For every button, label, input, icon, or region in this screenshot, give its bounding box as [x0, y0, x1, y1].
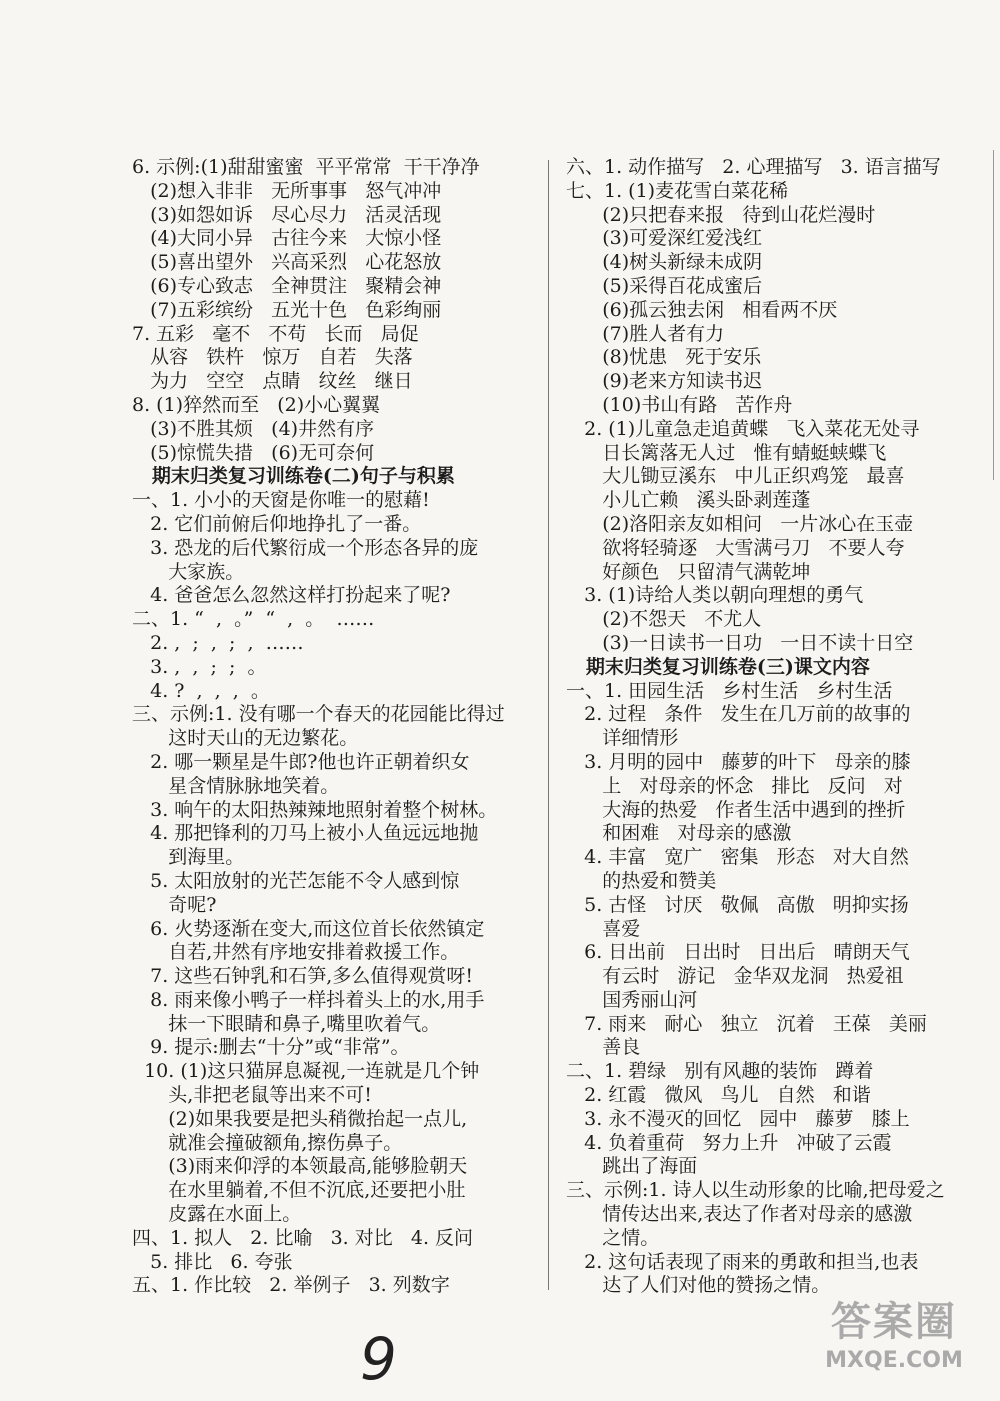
answer-line: 4. 负着重荷 努力上升 冲破了云霞 — [566, 1131, 892, 1154]
answer-line: (5)喜出望外 兴高采烈 心花怒放 — [132, 251, 442, 274]
answer-line: (2)只把春来报 待到山花烂漫时 — [566, 203, 876, 226]
answer-line: 上 对母亲的怀念 排比 反问 对 — [566, 774, 903, 797]
answer-line: 4. 丰富 宽广 密集 形态 对大自然 — [566, 846, 909, 869]
column-divider — [548, 160, 549, 1290]
answer-line: (6)专心致志 全神贯注 聚精会神 — [132, 274, 442, 297]
answer-line: 2. 红霞 微风 鸟儿 自然 和谐 — [566, 1084, 871, 1107]
answer-line: 到海里。 — [132, 846, 245, 869]
answer-line: 一、1. 小小的天窗是你唯一的慰藉! — [132, 489, 430, 512]
answer-line: 7. 这些石钟乳和石笋,多么值得观赏呀! — [132, 965, 473, 988]
answer-line: 达了人们对他的赞扬之情。 — [566, 1274, 831, 1297]
answer-line: 抹一下眼睛和鼻子,嘴里吹着气。 — [132, 1012, 441, 1035]
left-column — [132, 156, 540, 1298]
answer-line: (2)洛阳亲友如相问 一片冰心在玉壶 — [566, 512, 914, 535]
answer-line: (3)可爱深红爱浅红 — [566, 227, 763, 250]
answer-line: 日长篱落无人过 惟有蜻蜓蛱蝶飞 — [566, 441, 887, 464]
answer-line: 国秀丽山河 — [566, 988, 698, 1011]
answer-line: 3. 月明的园中 藤萝的叶下 母亲的膝 — [566, 750, 911, 773]
answer-line: 大家族。 — [132, 560, 245, 583]
answer-line: 之情。 — [566, 1226, 660, 1249]
answer-line: 大海的热爱 作者生活中遇到的挫折 — [566, 798, 906, 821]
answer-line: 6. 火势逐渐在变大,而这位首长依然镇定 — [132, 917, 485, 940]
answer-line: (3)一日读书一日功 一日不读十日空 — [566, 631, 914, 654]
answer-line: (4)大同小异 古往今来 大惊小怪 — [132, 227, 442, 250]
answer-line: 8. (1)猝然而至 (2)小心翼翼 — [132, 393, 381, 416]
answer-line: 欲将轻骑逐 大雪满弓刀 不要人夸 — [566, 536, 905, 559]
answer-line: 3. , , ; ; 。 — [132, 655, 267, 678]
answer-line: 这时天山的无边繁花。 — [132, 727, 359, 750]
answer-line: 在水里躺着,不但不沉底,还要把小肚 — [132, 1179, 466, 1202]
answer-line: (7)胜人者有力 — [566, 322, 725, 345]
answer-line: (3)雨来仰浮的本领最高,能够脸朝天 — [132, 1155, 468, 1178]
answer-line: 3. 响午的太阳热辣辣地照射着整个树林。 — [132, 798, 498, 821]
answer-line: 情传达出来,表达了作者对母亲的感激 — [566, 1203, 913, 1226]
watermark-logo: 答案圈 — [831, 1299, 957, 1345]
answer-line: (5)采得百花成蜜后 — [566, 274, 763, 297]
answer-line: 小儿亡赖 溪头卧剥莲蓬 — [566, 489, 811, 512]
answer-line: (4)树头新绿未成阴 — [566, 251, 763, 274]
answer-line: 4. 那把锋利的刀马上被小人鱼远远地抛 — [132, 822, 479, 845]
answer-line: 头,非把老鼠等出来不可! — [132, 1084, 372, 1107]
answer-line: (2)想入非非 无所事事 怒气冲冲 — [132, 179, 442, 202]
answer-line: 5. 古怪 讨厌 敬佩 高傲 明抑实扬 — [566, 893, 909, 916]
answer-line: (10)书山有路 苦作舟 — [566, 393, 793, 416]
answer-line: 二、1. 碧绿 别有风趣的装饰 蹲着 — [566, 1060, 874, 1083]
answer-line: (2)不怨天 不尤人 — [566, 608, 762, 631]
watermark — [798, 1297, 990, 1393]
answer-line: 六、1. 动作描写 2. 心理描写 3. 语言描写 — [566, 156, 941, 178]
answer-line: 3. 永不漫灭的回忆 园中 藤萝 膝上 — [566, 1107, 910, 1130]
answer-line: 2. 哪一颗星是牛郎?他也许正朝着织女 — [132, 750, 470, 773]
answer-line: 的热爱和赞美 — [566, 869, 717, 892]
answer-line: 自若,井然有序地安排着救援工作。 — [132, 941, 460, 964]
answer-line: 善良 — [566, 1036, 641, 1059]
answer-line: 7. 雨来 耐心 独立 沉着 王葆 美丽 — [566, 1012, 927, 1035]
answer-line: 四、1. 拟人 2. 比喻 3. 对比 4. 反问 — [132, 1226, 474, 1249]
watermark-url: MXQE.COM — [825, 1348, 963, 1373]
answer-line: 9. 提示:删去“十分”或“非常”。 — [132, 1036, 410, 1059]
answer-line: (8)忧患 死于安乐 — [566, 346, 762, 369]
answer-line: 3. 恐龙的后代繁衍成一个形态各异的庞 — [132, 536, 479, 559]
answer-line: 8. 雨来像小鸭子一样抖着头上的水,用手 — [132, 988, 485, 1011]
answer-line: 2. 过程 条件 发生在几万前的故事的 — [566, 703, 911, 726]
answer-line: 一、1. 田园生活 乡村生活 乡村生活 — [566, 679, 893, 702]
answer-line: 详细情形 — [566, 727, 679, 750]
answer-line: 好颜色 只留清气满乾坤 — [566, 560, 811, 583]
answer-line: 五、1. 作比较 2. 举例子 3. 列数字 — [132, 1274, 450, 1297]
answer-line: 4. 爸爸怎么忽然这样打扮起来了呢? — [132, 584, 451, 607]
right-column — [566, 156, 986, 1298]
answer-line: 3. (1)诗给人类以朝向理想的勇气 — [566, 584, 864, 607]
answer-line: 就准会撞破额角,擦伤鼻子。 — [132, 1131, 403, 1154]
answer-line: (2)如果我要是把头稍微抬起一点儿, — [132, 1107, 468, 1130]
answer-line: 2. (1)儿童急走追黄蝶 飞入菜花无处寻 — [566, 417, 920, 440]
answer-line: (5)惊慌失措 (6)无可奈何 — [132, 441, 375, 464]
answer-line: 二、1. “ , 。” “ , 。 …… — [132, 608, 375, 631]
answer-line: 和困难 对母亲的感激 — [566, 822, 792, 845]
answer-line: 喜爱 — [566, 917, 641, 940]
answer-line: 10. (1)这只猫屏息凝视,一连就是几个钟 — [132, 1060, 480, 1083]
answer-line: 7. 五彩 毫不 不苟 长而 局促 — [132, 322, 419, 345]
answer-line: 5. 排比 6. 夸张 — [132, 1250, 293, 1273]
answer-line: (9)老来方知读书迟 — [566, 370, 763, 393]
answer-line: 大儿锄豆溪东 中儿正织鸡笼 最喜 — [566, 465, 905, 488]
answer-line: 期末归类复习训练卷(二)句子与积累 — [132, 465, 455, 488]
answer-line: 6. 示例:(1)甜甜蜜蜜 平平常常 干干净净 — [132, 156, 480, 178]
answer-line: (3)如怨如诉 尽心尽力 活灵活现 — [132, 203, 442, 226]
answer-line: 4. ? , , , 。 — [132, 679, 270, 702]
answer-line: 2. 它们前俯后仰地挣扎了一番。 — [132, 512, 422, 535]
page-number: 9 — [360, 1325, 397, 1393]
answer-line: 三、示例:1. 诗人以生动形象的比喻,把母爱之 — [566, 1179, 945, 1202]
answer-line: 跳出了海面 — [566, 1155, 698, 1178]
answer-line: 从容 铁杵 惊万 自若 失落 — [132, 346, 413, 369]
answer-line: 星含情脉脉地笑着。 — [132, 774, 340, 797]
answer-line: 皮露在水面上。 — [132, 1203, 302, 1226]
answer-line: 6. 日出前 日出时 日出后 晴朗天气 — [566, 941, 910, 964]
answer-line: 奇呢? — [132, 893, 217, 916]
answer-line: 七、1. (1)麦花雪白菜花稀 — [566, 179, 789, 202]
answer-line: 三、示例:1. 没有哪一个春天的花园能比得过 — [132, 703, 505, 726]
answer-line: 2. 这句话表现了雨来的勇敢和担当,也表 — [566, 1250, 919, 1273]
answer-line: (3)不胜其烦 (4)井然有序 — [132, 417, 375, 440]
answer-line: 期末归类复习训练卷(三)课文内容 — [566, 655, 870, 678]
answer-line: 5. 太阳放射的光芒怎能不令人感到惊 — [132, 869, 460, 892]
answer-line: 2. , ; , ; , …… — [132, 631, 304, 654]
answer-line: 有云时 游记 金华双龙洞 热爱祖 — [566, 965, 904, 988]
answer-line: (7)五彩缤纷 五光十色 色彩绚丽 — [132, 298, 442, 321]
page-edge — [993, 150, 1000, 480]
answer-line: (6)孤云独去闲 相看两不厌 — [566, 298, 838, 321]
answer-line: 为力 空空 点睛 纹丝 继日 — [132, 370, 413, 393]
